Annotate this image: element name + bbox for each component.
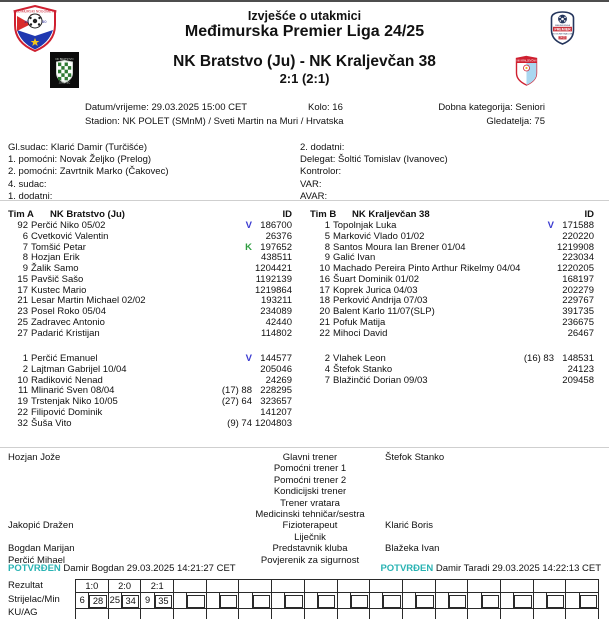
team-a-roster: [8, 208, 296, 429]
result-score-cell: 1:0: [76, 580, 109, 592]
scorer-minute-cell: [141, 593, 174, 608]
substitution-info: (17) 88: [221, 385, 252, 397]
ku-ag-cell: [239, 609, 272, 619]
scorer-number: [207, 593, 220, 608]
official-entry: Kontrolor:: [300, 166, 342, 178]
player-id: 168197: [562, 273, 594, 285]
player-name: Perčić Niko 05/02: [31, 220, 106, 231]
player-row: [310, 329, 598, 340]
player-name: Santos Moura Ian Brener 01/04: [333, 241, 466, 253]
minute-box: [482, 595, 499, 608]
player-name: Zadravec Antonio: [31, 316, 105, 328]
minute-wrap: [482, 593, 500, 608]
confirmation-team-b: [380, 563, 601, 575]
svg-text:MEĐIMURSKI NOGOMETNI: MEĐIMURSKI NOGOMETNI: [13, 9, 57, 14]
id-column-header: ID: [584, 209, 594, 220]
player-id: 234089: [260, 306, 292, 317]
staff-role-label: Fizioterapeut: [282, 520, 338, 532]
result-score-cell: [534, 580, 567, 592]
stadium: Stadion: NK POLET (SMnM) / Sveti Martin na Muri / Hrvatska: [85, 115, 344, 127]
officials-right-column: [300, 142, 448, 203]
player-number: 10: [319, 263, 330, 274]
ku-ag-cell: [338, 609, 371, 619]
minute-box: [449, 595, 466, 608]
player-id: 186700: [260, 220, 292, 231]
player-id: 236675: [562, 316, 594, 328]
substitution-info: (27) 64: [221, 396, 252, 407]
player-name: Blažinčić Dorian 09/03: [333, 374, 428, 386]
player-number: 22: [17, 406, 28, 418]
player-number: 1: [324, 220, 330, 231]
player-row: [310, 275, 598, 286]
svg-text:50: 50: [42, 19, 47, 24]
substitution-info: (9) 74: [227, 417, 252, 429]
captain-marker: V: [547, 220, 554, 231]
match-round: Kolo: 16: [308, 102, 343, 113]
result-score-cell: [370, 580, 403, 592]
result-score-cell: [501, 580, 534, 592]
ku-ag-cell: [207, 609, 240, 619]
player-id: 42440: [265, 316, 292, 328]
minute-wrap: [416, 593, 434, 608]
player-id: 391735: [562, 306, 594, 317]
staff-name-team-a: Jakopić Dražen: [8, 520, 74, 532]
player-id: 438511: [261, 252, 292, 264]
substitution-info: (16) 83: [523, 353, 554, 364]
ku-ag-cell: [174, 609, 207, 619]
team-b-label: Tim B: [310, 209, 337, 220]
player-number: 1: [22, 353, 28, 364]
scorer-minute-cell: [370, 593, 403, 608]
player-number: 21: [17, 295, 28, 307]
player-number: 8: [324, 241, 330, 253]
player-name: Koprek Jurica 04/03: [333, 284, 418, 296]
player-row: [8, 232, 296, 243]
official-entry: Gl.sudac: Klarić Damir (Turčišće): [8, 142, 148, 153]
staff-name-team-b: Blažeka Ivan: [385, 543, 440, 555]
staff-row: [0, 486, 609, 497]
player-id: 202279: [562, 284, 594, 296]
player-number: 18: [319, 295, 330, 307]
minute-box: [318, 595, 335, 608]
player-name: Kustec Mario: [31, 284, 87, 296]
player-id: 24269: [265, 374, 292, 386]
player-name: Pofuk Matija: [333, 316, 386, 328]
report-title: Izvješće o utakmici: [247, 9, 362, 23]
player-name: Perčić Emanuel: [31, 353, 98, 364]
player-id: 141207: [260, 406, 292, 418]
player-id: 1219864: [255, 284, 292, 296]
team-b-starters: [310, 221, 598, 352]
player-row: [8, 408, 296, 419]
scorer-minute-cell: [566, 593, 598, 608]
player-name: Pavšič Sašo: [31, 273, 84, 285]
staff-role-label: Liječnik: [294, 531, 326, 543]
player-name: Tomšić Petar: [31, 241, 86, 253]
player-number: 7: [22, 241, 28, 253]
confirmation-b-signer: Damir Taradi 29.03.2025 14:22:13 CET: [433, 563, 601, 574]
minute-box: 28: [89, 595, 106, 608]
player-number: 10: [17, 374, 28, 386]
player-name: Perković Andrija 07/03: [333, 295, 428, 307]
staff-role-label: Predstavnik kluba: [272, 543, 348, 555]
captain-marker: V: [245, 220, 252, 231]
result-score-cell: [239, 580, 272, 592]
league-title: Međimurska Premier Liga 24/25: [184, 23, 425, 40]
ku-ag-cell: [305, 609, 338, 619]
player-number: 9: [324, 252, 330, 264]
player-number: 2: [22, 363, 28, 375]
result-score-cell: [403, 580, 436, 592]
minute-box: [187, 595, 204, 608]
player-number: 32: [17, 417, 28, 429]
staff-row: [0, 475, 609, 486]
minute-box: [547, 595, 564, 608]
official-entry: 2. dodatni:: [300, 142, 345, 153]
confirmed-status-badge: POTVRĐEN: [8, 563, 61, 574]
scorer-minute-cell: [239, 593, 272, 608]
minute-box: [580, 595, 597, 608]
player-number: 6: [22, 230, 28, 242]
ku-ag-cell: [109, 609, 142, 619]
player-row: [310, 232, 598, 243]
player-number: 21: [319, 316, 330, 328]
ku-ag-row: [76, 609, 598, 619]
staff-row: [0, 532, 609, 543]
svg-text:NK BRATSTVO: NK BRATSTVO: [55, 58, 74, 61]
player-number: 20: [319, 306, 330, 317]
result-score-cell: [468, 580, 501, 592]
scorer-minute-cell: [207, 593, 240, 608]
player-number: 17: [319, 284, 330, 296]
staff-row: [0, 452, 609, 463]
player-number: 23: [17, 306, 28, 317]
player-name: Padarić Kristijan: [31, 327, 100, 339]
scorer-number: [239, 593, 252, 608]
ku-ag-cell: [272, 609, 305, 619]
player-name: Machado Pereira Pinto Arthur Rikelmy 04/04: [333, 263, 521, 274]
minute-wrap: [351, 593, 369, 608]
player-id: 220220: [562, 230, 594, 242]
minute-wrap: [449, 593, 467, 608]
team-b-name: NK Kraljevčan 38: [352, 209, 430, 220]
staff-row: [0, 543, 609, 554]
confirmed-status-badge: POTVRĐEN: [380, 563, 434, 574]
player-id: 193211: [261, 295, 292, 307]
svg-text:NOGOMETNA LIGA: NOGOMETNA LIGA: [552, 33, 573, 36]
player-number: 4: [324, 363, 330, 375]
staff-name-team-a: Perčić Mihael: [8, 554, 66, 566]
player-row: [8, 318, 296, 329]
minute-box: [514, 595, 531, 608]
svg-text:24/25: 24/25: [559, 36, 566, 40]
staff-role-label: Glavni trener: [282, 452, 338, 463]
official-entry: 2. pomoćni: Zavrtnik Marko (Čakovec): [8, 166, 169, 178]
separator-line: [0, 447, 609, 448]
scorer-number: [403, 593, 416, 608]
player-id: 1204803: [255, 417, 292, 429]
player-number: 11: [18, 385, 28, 397]
age-category: Dobna kategorija: Seniori: [438, 102, 545, 113]
staff-row: [0, 509, 609, 520]
minute-box: [253, 595, 270, 608]
attendance: Gledatelja: 75: [486, 115, 545, 127]
player-name: Trstenjak Niko 10/05: [31, 396, 118, 407]
scorer-minute-cell: [534, 593, 567, 608]
player-id: 148531: [562, 353, 594, 364]
player-id: 1204421: [255, 263, 292, 274]
match-datetime: Datum/vrijeme: 29.03.2025 15:00 CET: [85, 102, 248, 113]
result-score-cell: [207, 580, 240, 592]
result-score-cell: 2:0: [109, 580, 142, 592]
minute-wrap: [383, 593, 401, 608]
player-id: 1219908: [557, 241, 594, 253]
minute-wrap: [187, 593, 205, 608]
result-score-cell: [566, 580, 598, 592]
player-name: Žalik Samo: [31, 263, 79, 274]
player-row: [310, 365, 598, 376]
svg-text:MEĐIMURSKA: MEĐIMURSKA: [555, 24, 570, 27]
player-id: 229767: [562, 295, 594, 307]
ku-ag-cell: [501, 609, 534, 619]
scorer-number: [468, 593, 481, 608]
player-name: Štefok Stanko: [333, 363, 393, 375]
minute-box: [416, 595, 433, 608]
player-id: 1220205: [557, 263, 594, 274]
scorer-minute-cell: [272, 593, 305, 608]
minute-wrap: [122, 593, 140, 608]
staff-role-label: Pomoćni trener 1: [273, 463, 347, 475]
player-id: 223034: [562, 252, 594, 264]
player-id: 197652: [260, 241, 292, 253]
player-number: 27: [17, 327, 28, 339]
score-progression-table: [75, 579, 599, 619]
scorer-minute-cell: [174, 593, 207, 608]
result-score-cell: [305, 580, 338, 592]
player-row: [8, 329, 296, 340]
minute-box: [220, 595, 237, 608]
staff-role-label: Kondicijski trener: [273, 486, 347, 498]
result-row-label: Rezultat: [8, 580, 43, 591]
ku-ag-cell: [468, 609, 501, 619]
scorer-number: [370, 593, 383, 608]
scorer-minute-cell: [338, 593, 371, 608]
minute-wrap: [220, 593, 238, 608]
player-row: [310, 376, 598, 387]
team-b-roster: [310, 208, 598, 386]
player-number: 22: [319, 327, 330, 339]
player-number: 9: [22, 263, 28, 274]
scorer-number: [174, 593, 187, 608]
scorer-minute-cell: [109, 593, 142, 608]
official-entry: AVAR:: [300, 190, 328, 202]
player-id: 114802: [261, 327, 292, 339]
staff-role-label: Povjerenik za sigurnost: [260, 554, 360, 566]
team-a-bench: [8, 354, 296, 429]
player-name: Cvetković Valentin: [31, 230, 109, 242]
minute-box: 34: [122, 595, 139, 608]
player-number: 16: [319, 273, 330, 285]
officials-left-column: [8, 142, 169, 203]
scorer-number: 9: [141, 593, 154, 608]
player-name: Hozjan Erik: [31, 252, 80, 264]
separator-line: [0, 200, 609, 201]
scorer-number: [272, 593, 285, 608]
player-id: 26376: [265, 230, 292, 242]
player-id: 228295: [260, 385, 292, 397]
result-score-cell: 2:1: [141, 580, 174, 592]
captain-marker: V: [245, 353, 252, 364]
minute-wrap: [89, 593, 107, 608]
player-row: [8, 365, 296, 376]
confirmation-team-a: [8, 563, 236, 575]
player-id: 1192139: [255, 273, 292, 285]
player-name: Šuša Vito: [31, 417, 72, 429]
ku-ag-cell: [403, 609, 436, 619]
player-row: [8, 419, 296, 430]
scorer-min-row-label: Strijelac/Min: [8, 593, 60, 605]
team-b-bench: [310, 354, 598, 386]
minute-wrap: [580, 593, 598, 608]
ku-ag-cell: [370, 609, 403, 619]
player-name: Topolnjak Luka: [333, 220, 397, 231]
player-number: 25: [17, 316, 28, 328]
official-entry: VAR:: [300, 178, 322, 190]
staff-name-team-b: Štefok Stanko: [385, 452, 445, 463]
scorer-number: [534, 593, 547, 608]
staff-role-label: Trener vratara: [280, 497, 340, 509]
staff-row: [0, 520, 609, 531]
ku-ag-cell: [534, 609, 567, 619]
minute-box: 35: [155, 595, 172, 608]
staff-name-team-a: Bogdan Marijan: [8, 543, 75, 555]
minute-wrap: [547, 593, 565, 608]
minute-wrap: [285, 593, 303, 608]
player-number: 8: [22, 252, 28, 264]
player-number: 7: [324, 374, 330, 386]
player-name: Mlinarić Sven 08/04: [31, 385, 115, 397]
player-id: 323657: [260, 396, 292, 407]
player-id: 144577: [260, 353, 292, 364]
staff-name-team-b: Klarić Boris: [385, 520, 434, 532]
ku-ag-cell: [141, 609, 174, 619]
minute-wrap: [318, 593, 336, 608]
player-name: Galić Ivan: [333, 252, 376, 264]
team-a-name: NK Bratstvo (Ju): [50, 209, 125, 220]
scorer-minute-cell: [468, 593, 501, 608]
player-number: 19: [17, 396, 28, 407]
svg-text:JUROVEC: JUROVEC: [58, 81, 71, 84]
player-id: 26467: [567, 327, 594, 339]
player-row: [310, 318, 598, 329]
rezultat-row: [76, 580, 598, 593]
ku-ag-row-label: KU/AG: [8, 606, 38, 618]
staff-role-label: Pomoćni trener 2: [273, 474, 347, 486]
player-number: 17: [17, 284, 28, 296]
scorer-number: [338, 593, 351, 608]
scorer-number: [305, 593, 318, 608]
svg-text:PREMIER: PREMIER: [554, 27, 571, 32]
minute-wrap: [155, 593, 173, 608]
player-name: Posel Roko 05/04: [31, 306, 106, 317]
scorer-minute-cell: [501, 593, 534, 608]
scorer-minute-cell: [76, 593, 109, 608]
player-name: Mihoci David: [333, 327, 388, 339]
player-id: 209458: [562, 374, 594, 386]
scorer-minute-cell: [436, 593, 469, 608]
staff-row: [0, 498, 609, 509]
result-score-cell: [436, 580, 469, 592]
confirmation-a-signer: Damir Bogdan 29.03.2025 14:21:27 CET: [60, 563, 236, 574]
scorer-number: 25: [109, 593, 122, 608]
player-number: 5: [324, 230, 330, 242]
player-id: 24123: [567, 363, 594, 375]
minute-box: [351, 595, 368, 608]
player-name: Lesar Martin Michael 02/02: [31, 295, 146, 307]
player-name: Lajtman Gabrijel 10/04: [31, 363, 127, 375]
player-id: 171588: [562, 220, 594, 231]
confirmation-row: [8, 563, 601, 575]
staff-row: [0, 463, 609, 474]
scorer-number: [566, 593, 579, 608]
result-score-cell: [272, 580, 305, 592]
player-name: Filipović Dominik: [31, 406, 103, 418]
team-a-starters: [8, 221, 296, 352]
staff-role-label: Medicinski tehničar/sestra: [255, 508, 365, 520]
strijelac-min-row: [76, 593, 598, 609]
player-name: Šuart Dominik 01/02: [333, 273, 420, 285]
minute-box: [285, 595, 302, 608]
scorer-number: 6: [76, 593, 89, 608]
official-entry: 1. dodatni:: [8, 190, 53, 202]
minute-wrap: [253, 593, 271, 608]
captain-marker: K: [245, 241, 252, 253]
team-a-label: Tim A: [8, 209, 34, 220]
official-entry: 4. sudac:: [8, 178, 47, 190]
id-column-header: ID: [282, 209, 292, 220]
result-score-cell: [338, 580, 371, 592]
staff-section: [0, 452, 609, 566]
player-name: Radiković Nenad: [31, 374, 103, 386]
result-score-cell: [174, 580, 207, 592]
staff-name-team-a: Hozjan Jože: [8, 452, 61, 463]
player-number: 15: [17, 273, 28, 285]
scorer-number: [501, 593, 514, 608]
official-entry: Delegat: Šoltić Tomislav (Ivanovec): [300, 154, 448, 166]
minute-wrap: [514, 593, 532, 608]
ku-ag-cell: [436, 609, 469, 619]
scorer-minute-cell: [305, 593, 338, 608]
official-entry: 1. pomoćni: Novak Željko (Prelog): [8, 154, 152, 166]
player-row: [8, 275, 296, 286]
player-number: 92: [17, 220, 28, 231]
ku-ag-cell: [566, 609, 598, 619]
ku-ag-cell: [76, 609, 109, 619]
player-name: Marković Vlado 01/02: [333, 230, 425, 242]
svg-text:NK KRALJEVČAN: NK KRALJEVČAN: [516, 59, 537, 63]
player-name: Balent Karlo 11/07(SLP): [333, 306, 435, 317]
match-title: NK Bratstvo (Ju) - NK Kraljevčan 38: [173, 53, 436, 70]
player-number: 2: [324, 353, 330, 364]
svg-text:19: 19: [24, 19, 29, 24]
scorer-number: [436, 593, 449, 608]
scorer-minute-cell: [403, 593, 436, 608]
player-id: 205046: [260, 363, 292, 375]
player-name: Vlahek Leon: [333, 353, 386, 364]
final-score: 2:1 (2:1): [279, 71, 330, 86]
minute-box: [383, 595, 400, 608]
